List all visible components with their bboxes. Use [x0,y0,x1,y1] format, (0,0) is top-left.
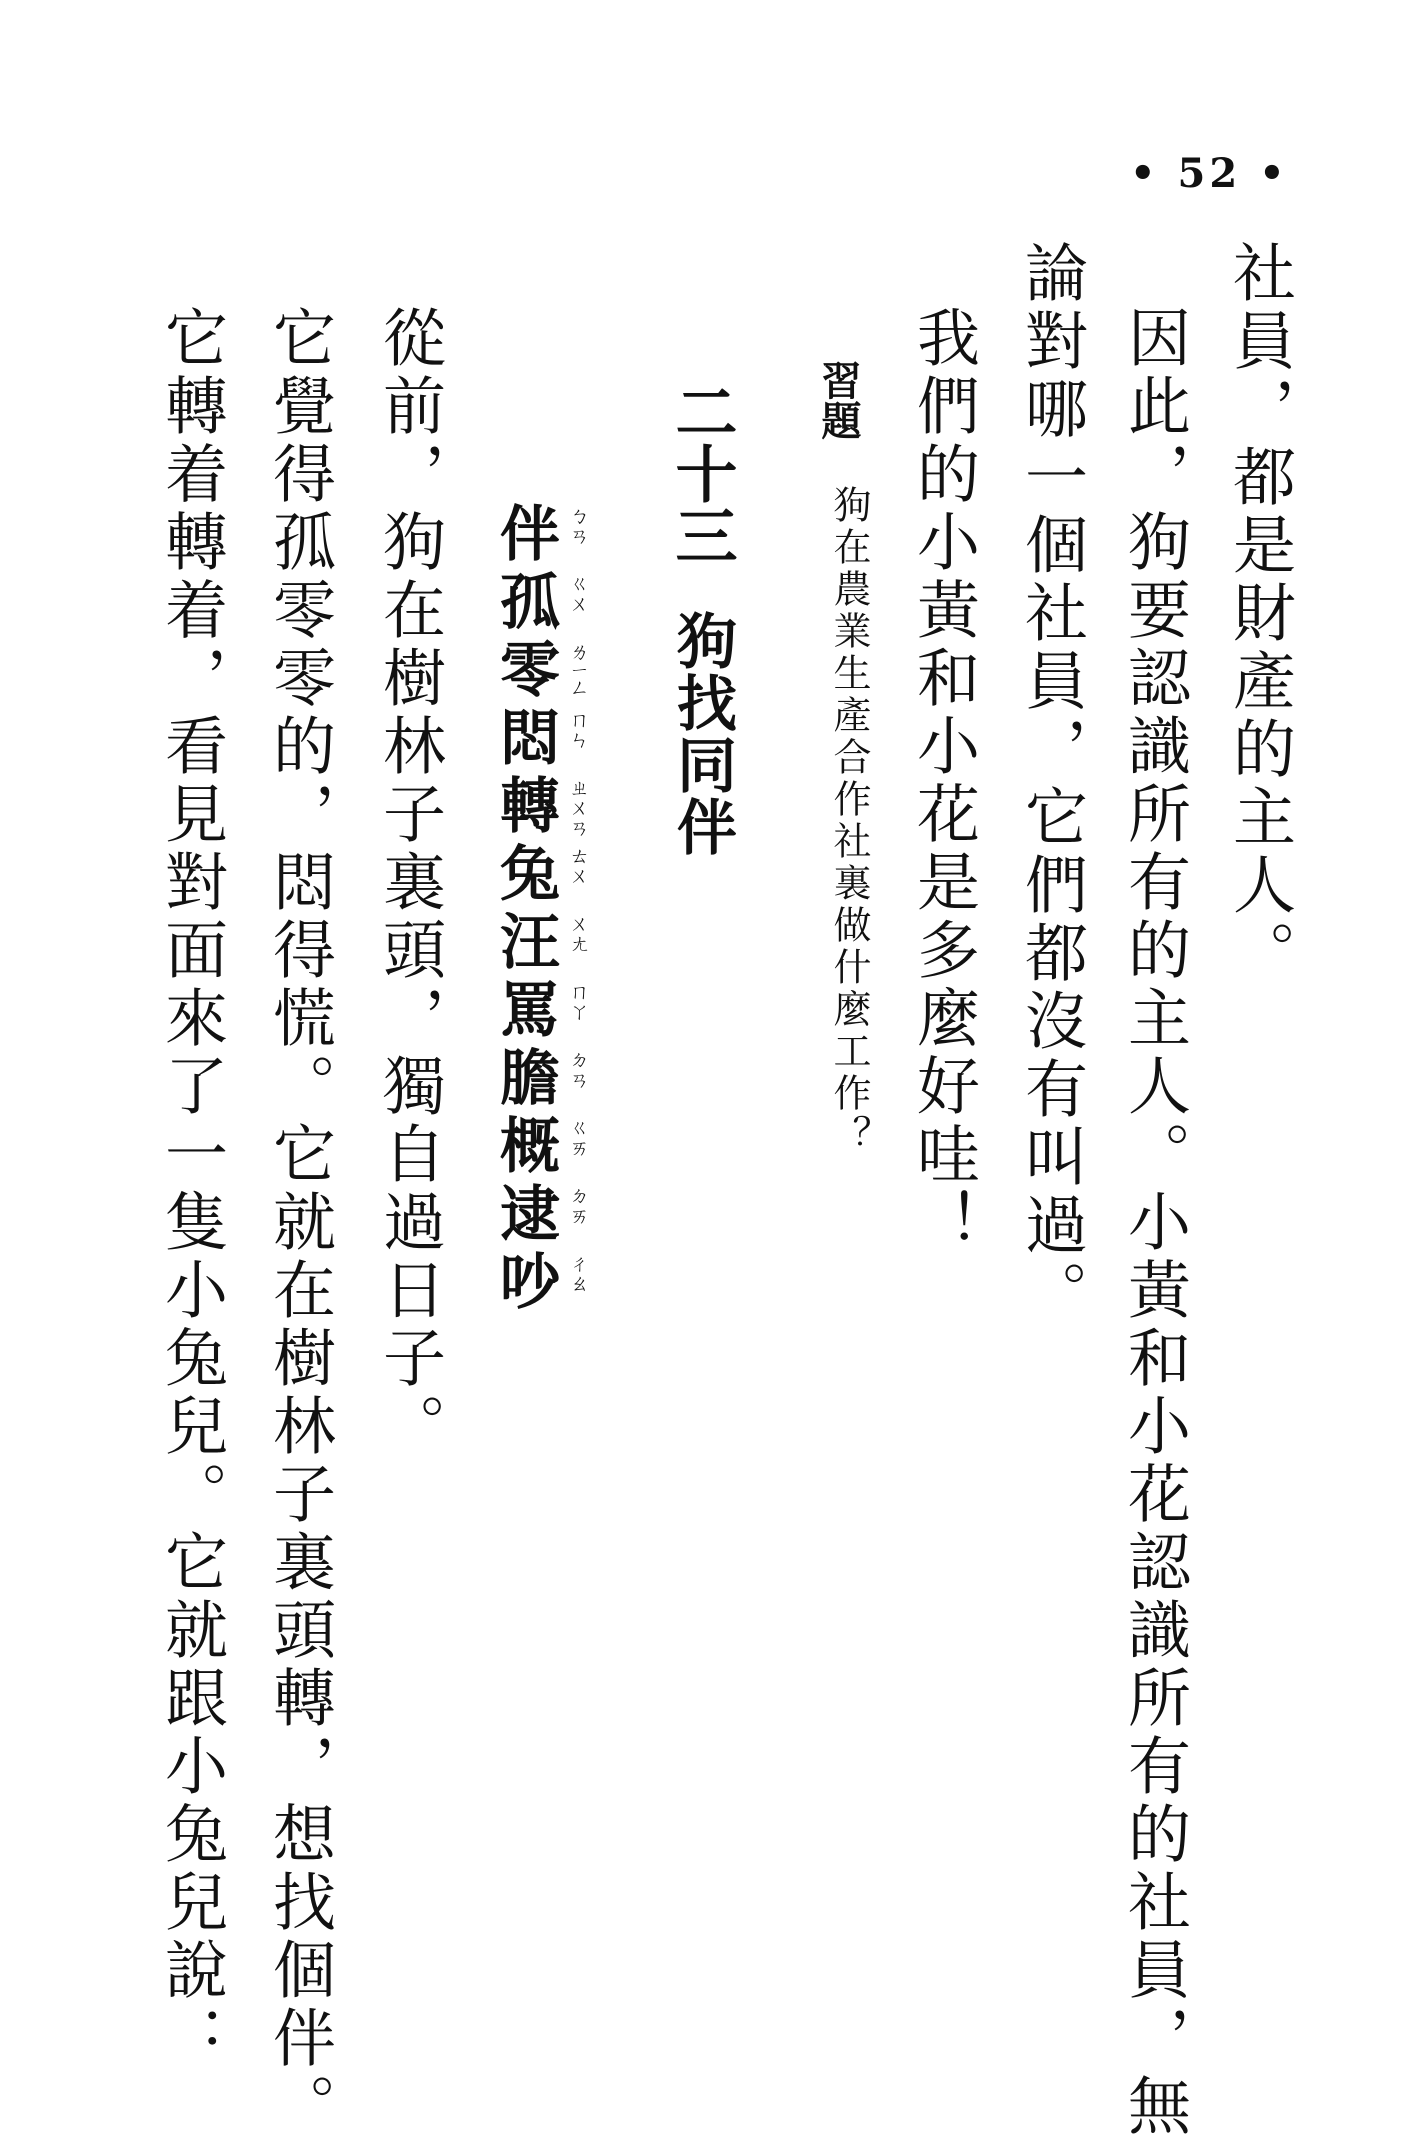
vocab-item [500,1248,610,1321]
vocab-item [500,976,610,1049]
vocab-character: 零 [500,636,560,706]
vocab-zhuyin: ㄇㄣ [566,709,590,749]
vocab-zhuyin: ㄍㄞ [566,1117,590,1157]
exercise-label: 習題 [815,360,862,440]
text-column-1: 社員，都是財產的主人。 [1223,240,1296,988]
vocab-item [500,908,610,981]
vocab-character: 轉 [500,772,560,842]
vocab-zhuyin: ㄨㄤ [566,913,590,953]
vocab-zhuyin: ㄊㄨ [566,845,590,885]
vocab-character: 汪 [500,908,560,978]
exercise-question: 狗在農業生產合作社裏做什麼工作？ [827,485,871,1157]
vocab-character: 逮 [500,1180,560,1250]
vocabulary-list [500,500,610,1321]
vocab-zhuyin: ㄔㄠ [566,1253,590,1293]
vocab-character: 伴 [500,500,560,570]
vocab-character: 悶 [500,704,560,774]
vocab-item [500,1112,610,1185]
lesson-title: 狗找同伴 [667,610,737,858]
vocab-item [500,704,610,777]
vocab-item [500,568,610,641]
vocab-character: 孤 [500,568,560,638]
vocab-zhuyin: ㄉㄞ [566,1185,590,1225]
vocab-zhuyin: ㄍㄨ [566,573,590,613]
text-column-2: 因此，狗要認識所有的主人。小黃和小花認識所有的社員，無 [1118,305,1191,2141]
text-column-3: 論對哪一個社員，它們都沒有叫過。 [1015,240,1088,1328]
story-column-2: 它覺得孤零零的，悶得慌。它就在樹林子裏頭轉，想找個伴。 [263,305,336,2141]
vocab-item [500,840,610,913]
vocab-zhuyin: ㄇㄚ [566,981,590,1021]
vocab-character: 吵 [500,1248,560,1318]
vocab-item [500,1180,610,1253]
vocab-item [500,636,610,709]
vocab-character: 膽 [500,1044,560,1114]
vocab-character: 兔 [500,840,560,910]
vocab-item [500,500,610,573]
lesson-number: 二十三 [665,380,738,566]
text-column-4: 我們的小黃和小花是多麼好哇！ [907,305,980,1257]
vocab-item [500,1044,610,1117]
vocab-zhuyin: ㄌㄧㄥ [566,641,590,697]
story-column-3: 它轉着轉着，看見對面來了一隻小兔兒。它就跟小兔兒說： [155,305,228,2073]
vocab-item [500,772,610,845]
story-column-1: 從前，狗在樹林子裏頭，獨自過日子。 [373,305,446,1461]
vocab-zhuyin: ㄓㄨㄢ [566,777,590,837]
vocab-zhuyin: ㄅㄢ [566,505,590,545]
vocab-character: 概 [500,1112,560,1182]
vocab-character: 罵 [500,976,560,1046]
page-number: • 52 • [1130,150,1289,197]
vocab-zhuyin: ㄉㄢ [566,1049,590,1089]
